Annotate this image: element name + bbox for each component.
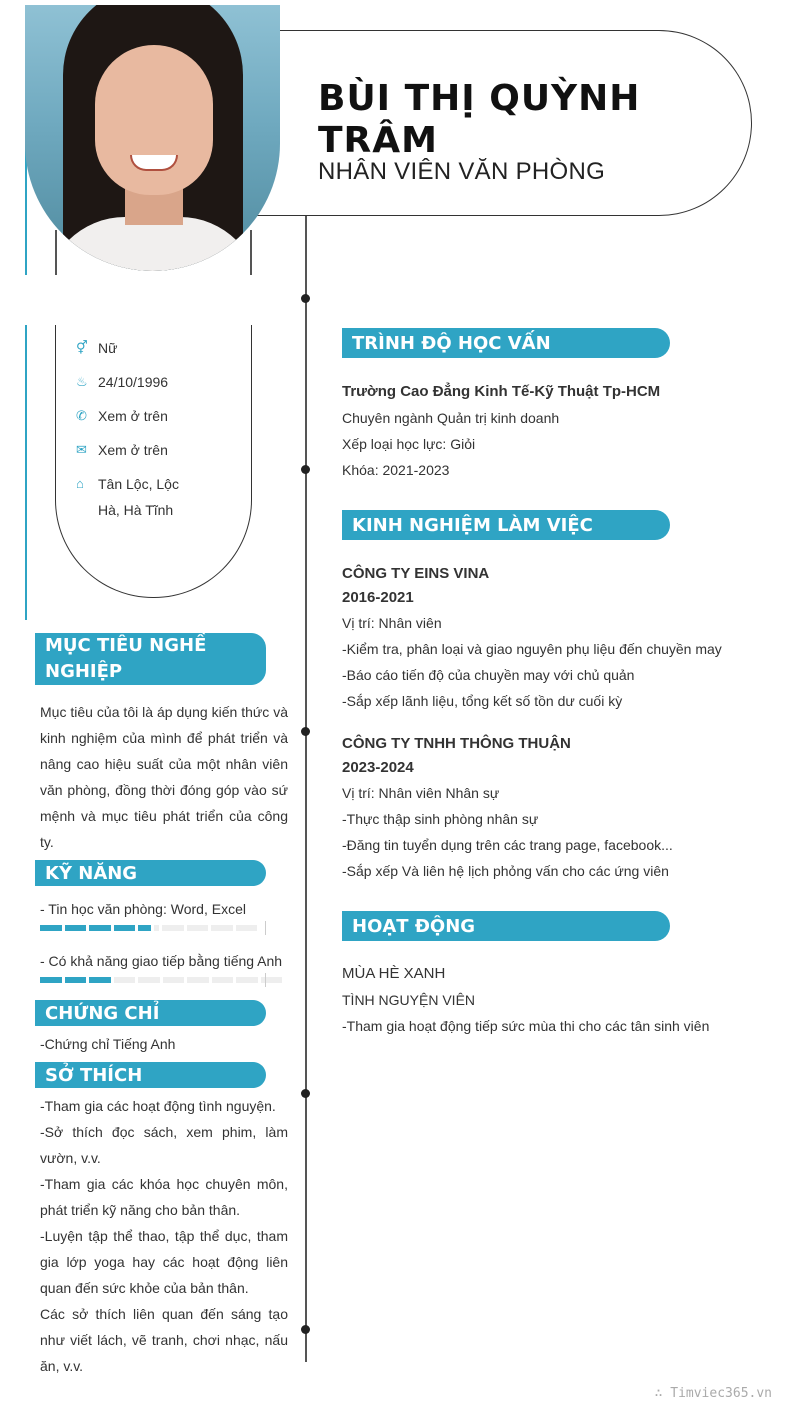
education-line: Khóa: 2021-2023 <box>342 462 450 478</box>
candidate-name-line2: TRÂM <box>318 120 438 161</box>
job-detail: -Báo cáo tiến độ của chuyền may với chủ quản <box>342 667 635 683</box>
job-detail: -Kiểm tra, phân loại và giao nguyên phụ liệu đến chuyền may <box>342 641 722 657</box>
skill-level-bar <box>40 925 257 931</box>
contact-birthday: ♨ 24/10/1996 <box>76 369 218 395</box>
timeline-dot <box>301 727 310 736</box>
hobbies-heading: SỞ THÍCH <box>35 1062 266 1088</box>
timeline-dot <box>301 1325 310 1334</box>
timeline-dot <box>301 294 310 303</box>
job-period: 2023-2024 <box>342 759 414 776</box>
contact-panel <box>55 325 252 598</box>
contact-phone: ✆ Xem ở trên <box>76 403 218 429</box>
timeline-dot <box>301 465 310 474</box>
timeline-dot <box>301 1089 310 1098</box>
certificate-item: -Chứng chỉ Tiếng Anh <box>40 1036 176 1052</box>
job-detail: -Sắp xếp Và liên hệ lịch phỏng vấn cho các ứng viên <box>342 863 669 879</box>
activity-description: -Tham gia hoạt động tiếp sức mùa thi cho các tân sinh viên <box>342 1018 710 1034</box>
activity-name: MÙA HÈ XANH <box>342 965 446 982</box>
job-period: 2016-2021 <box>342 589 414 606</box>
timeline-line <box>305 216 307 1362</box>
whatsapp-icon: ✆ <box>76 408 87 423</box>
hobby-item: -Sở thích đọc sách, xem phim, làm vườn, v.v. <box>40 1124 288 1166</box>
school-name: Trường Cao Đẳng Kinh Tế-Kỹ Thuật Tp-HCM <box>342 383 661 400</box>
job-detail: -Thực thập sinh phòng nhân sự <box>342 811 539 827</box>
skill-label: - Tin học văn phòng: Word, Excel <box>40 901 246 917</box>
hobby-item: Các sở thích liên quan đến sáng tạo như viết lách, vẽ tranh, chơi nhạc, nấu ăn, v.v. <box>40 1306 288 1374</box>
skills-heading: KỸ NĂNG <box>35 860 266 886</box>
hobby-item: -Luyện tập thể thao, tập thể dục, tham gia lớp yoga hay các hoạt động liên quan đến sức khỏe của bản thân. <box>40 1228 288 1296</box>
skill-level-bar <box>40 977 282 983</box>
objective-text: Mục tiêu của tôi là áp dụng kiến thức và kinh nghiệm của mình để phát triển và nâng cao hiệu suất của một nhân viên văn phòng, đồng thời đóng góp vào sứ mệnh và mục tiêu phát triển của công ty. <box>40 704 288 850</box>
birthday-cake-icon: ♨ <box>76 374 88 389</box>
education-line: Chuyên ngành Quản trị kinh doanh <box>342 410 560 426</box>
watermark-icon: ∴ <box>654 1386 671 1401</box>
email-icon: ✉ <box>76 442 87 457</box>
experience-heading: KINH NGHIỆM LÀM VIỆC <box>342 510 670 540</box>
job-detail: Vị trí: Nhân viên Nhân sự <box>342 785 500 801</box>
activity-role: TÌNH NGUYỆN VIÊN <box>342 992 476 1008</box>
contact-gender: ⚥ Nữ <box>76 335 218 361</box>
job-detail: Vị trí: Nhân viên <box>342 615 442 631</box>
gender-icon: ⚥ <box>76 340 88 355</box>
teal-accent-line-bottom <box>25 325 27 620</box>
candidate-name <box>318 78 678 162</box>
objective-heading: MỤC TIÊU NGHỀ NGHIỆP <box>35 633 266 685</box>
job-title: NHÂN VIÊN VĂN PHÒNG <box>318 158 606 185</box>
education-heading: TRÌNH ĐỘ HỌC VẤN <box>342 328 670 358</box>
job-detail: -Đăng tin tuyển dụng trên các trang page, facebook... <box>342 837 673 853</box>
profile-photo <box>25 5 280 271</box>
company-name: CÔNG TY TNHH THÔNG THUẬN <box>342 735 571 752</box>
hobby-item: -Tham gia các khóa học chuyên môn, phát triển kỹ năng cho bản thân. <box>40 1176 288 1218</box>
skill-label: - Có khả năng giao tiếp bằng tiếng Anh <box>40 953 283 969</box>
education-line: Xếp loại học lực: Giỏi <box>342 436 476 452</box>
contact-email: ✉ Xem ở trên <box>76 437 218 463</box>
activities-heading: HOẠT ĐỘNG <box>342 911 670 941</box>
company-name: CÔNG TY EINS VINA <box>342 565 490 582</box>
job-detail: -Sắp xếp lãnh liệu, tổng kết số tồn dư cuối kỳ <box>342 693 623 709</box>
hobby-item: -Tham gia các hoạt động tình nguyện. <box>40 1098 276 1114</box>
home-icon: ⌂ <box>76 476 84 491</box>
contact-address: ⌂ Tân Lộc, Lộc Hà, Hà Tĩnh <box>76 471 218 523</box>
candidate-name-line1: BÙI THỊ QUỲNH <box>318 78 641 119</box>
certificates-heading: CHỨNG CHỈ <box>35 1000 266 1026</box>
watermark: ∴ Timviec365.vn <box>654 1386 772 1401</box>
